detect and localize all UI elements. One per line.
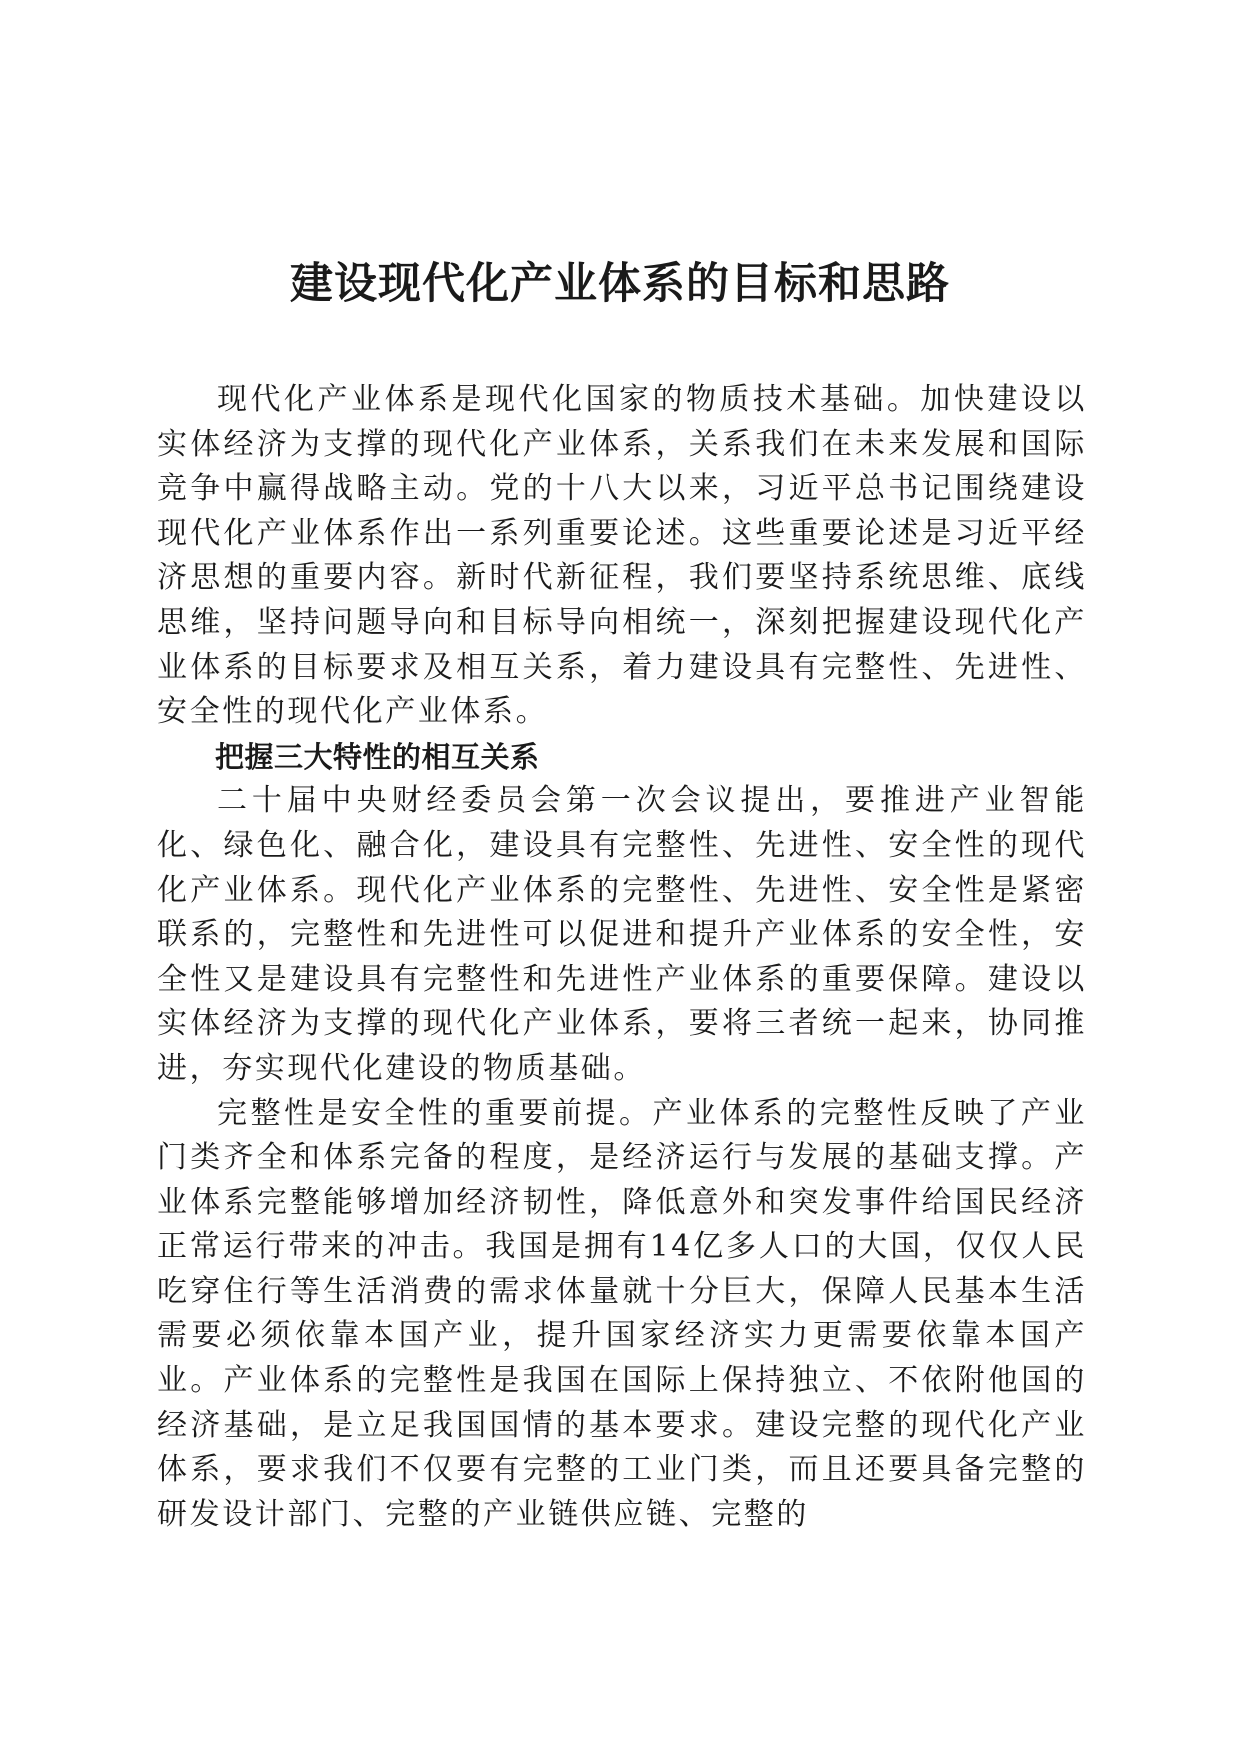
section-paragraph-2: 完整性是安全性的重要前提。产业体系的完整性反映了产业门类齐全和体系完备的程度，是经济运行与发展的基础支撑。产业体系完整能够增加经济韧性，降低意外和突发事件给国民经济正常运行带来的冲击。我国是拥有14亿多人口的大国，仅仅人民吃穿住行等生活消费的需求体量就十分巨大，保障人民基本生活需要必须依靠本国产业，提升国家经济实力更需要依靠本国产业。产业体系的完整性是我国在国际上保持独立、不依附他国的经济基础，是立足我国国情的基本要求。建设完整的现代化产业体系，要求我们不仅要有完整的工业门类，而且还要具备完整的研发设计部门、完整的产业链供应链、完整的: [157, 1095, 1087, 1532]
document-title: 建设现代化产业体系的目标和思路: [290, 259, 950, 309]
intro-paragraph: 现代化产业体系是现代化国家的物质技术基础。加快建设以实体经济为支撑的现代化产业体系，关系我们在未来发展和国际竞争中赢得战略主动。党的十八大以来，习近平总书记围绕建设现代化产业体系作出一系列重要论述。这些重要论述是习近平经济思想的重要内容。新时代新征程，我们要坚持系统思维、底线思维，坚持问题导向和目标导向相统一，深刻把握建设现代化产业体系的目标要求及相互关系，着力建设具有完整性、先进性、安全性的现代化产业体系。: [157, 382, 1087, 730]
section-heading: 把握三大特性的相互关系: [215, 739, 540, 774]
document-body: [157, 378, 1087, 1537]
section-paragraph-1: 二十届中央财经委员会第一次会议提出，要推进产业智能化、绿色化、融合化，建设具有完整性、先进性、安全性的现代化产业体系。现代化产业体系的完整性、先进性、安全性是紧密联系的，完整性和先进性可以促进和提升产业体系的安全性，安全性又是建设具有完整性和先进性产业体系的重要保障。建设以实体经济为支撑的现代化产业体系，要将三者统一起来，协同推进，夯实现代化建设的物质基础。: [157, 783, 1087, 1086]
